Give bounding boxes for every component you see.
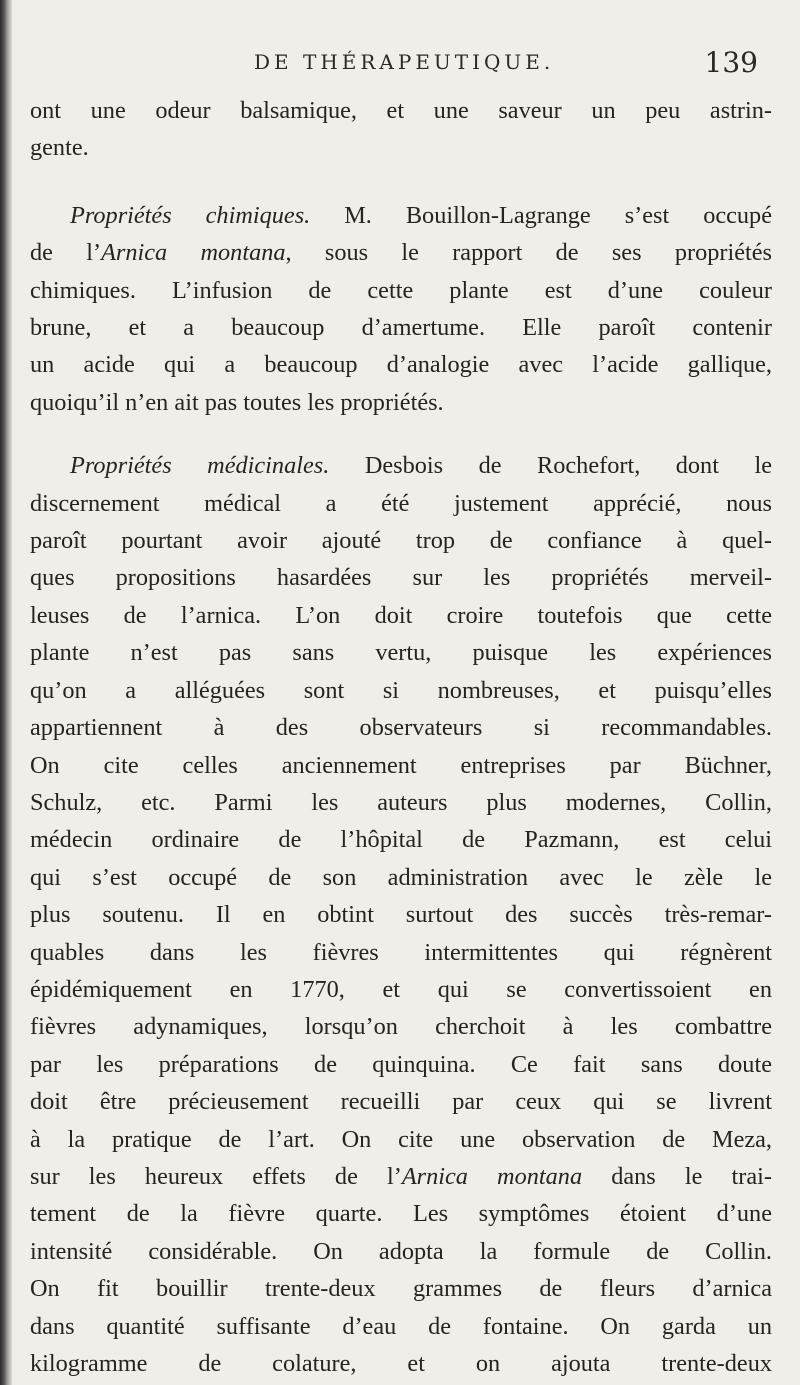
section-heading-medicinal: Propriétés médicinales. bbox=[70, 452, 330, 480]
paragraph-chemical-properties bbox=[30, 197, 772, 421]
text-line: fièvres adynamiques, lorsqu’on cherchoit à les combattre bbox=[30, 1013, 772, 1041]
page-number: 139 bbox=[704, 46, 758, 79]
page-gutter-shadow bbox=[0, 0, 12, 1385]
text-line: chimiques. L’infusion de cette plante est d’une couleur bbox=[30, 276, 772, 304]
text-line: intensité considérable. On adopta la formule de Collin. bbox=[30, 1237, 772, 1265]
text-line: doit être précieusement recueilli par ceux qui se livrent bbox=[30, 1088, 772, 1116]
text-line: dans quantité suffisante d’eau de fontaine. On garda un bbox=[30, 1312, 772, 1340]
section-heading-chemical: Propriétés chimiques. bbox=[70, 201, 311, 229]
text-line: quoiqu’il n’en ait pas toutes les propriétés. bbox=[30, 388, 444, 416]
text-line: sur les heureux effets de l’Arnica montana dans le trai- bbox=[30, 1162, 772, 1190]
text-line: gente. bbox=[30, 134, 89, 162]
text-line: paroît pourtant avoir ajouté trop de confiance à quel- bbox=[30, 527, 772, 555]
paragraph-intro bbox=[30, 92, 772, 167]
text-line: Propriétés médicinales. Desbois de Rochefort, dont le bbox=[70, 452, 772, 480]
text-line: Propriétés chimiques. M. Bouillon-Lagrange s’est occupé bbox=[70, 201, 772, 229]
text-line: On fit bouillir trente-deux grammes de fleurs d’arnica bbox=[30, 1275, 772, 1303]
text-line: qui s’est occupé de son administration avec le zèle le bbox=[30, 863, 772, 891]
text-line: kilogramme de colature, et on ajouta trente-deux bbox=[30, 1350, 772, 1377]
species-name: Arnica montana bbox=[101, 239, 286, 267]
paragraph-gap bbox=[30, 421, 772, 447]
text-line: médecin ordinaire de l’hôpital de Pazmann, est celui bbox=[30, 826, 772, 854]
running-head-title: DE THÉRAPEUTIQUE. bbox=[254, 50, 555, 74]
text-line: leuses de l’arnica. L’on doit croire toutefois que cette bbox=[30, 601, 772, 629]
text-line: ont une odeur balsamique, et une saveur un peu astrin- bbox=[30, 97, 772, 124]
text-line: à la pratique de l’art. On cite une observation de Meza, bbox=[30, 1125, 772, 1153]
text-line: tement de la fièvre quarte. Les symptômes étoient d’une bbox=[30, 1200, 772, 1228]
text-line: de l’Arnica montana, sous le rapport de ses propriétés bbox=[30, 239, 772, 267]
text-line: épidémiquement en 1770, et qui se convertissoient en bbox=[30, 975, 772, 1003]
text-line: brune, et a beaucoup d’amertume. Elle paroît contenir bbox=[30, 314, 772, 342]
paragraph-gap bbox=[30, 167, 772, 197]
species-name: Arnica montana bbox=[401, 1162, 583, 1190]
text-line: un acide qui a beaucoup d’analogie avec l’acide gallique, bbox=[30, 351, 772, 379]
text-line: appartiennent à des observateurs si recommandables. bbox=[30, 714, 772, 742]
text-line: discernement médical a été justement apprécié, nous bbox=[30, 489, 772, 517]
text-line: qu’on a alléguées sont si nombreuses, et puisqu’elles bbox=[30, 676, 772, 704]
text-line: quables dans les fièvres intermittentes qui régnèrent bbox=[30, 938, 772, 966]
paragraph-medicinal-properties bbox=[30, 447, 772, 1382]
text-line: plus soutenu. Il en obtint surtout des succès très-remar- bbox=[30, 901, 772, 929]
text-line: Schulz, etc. Parmi les auteurs plus modernes, Collin, bbox=[30, 788, 772, 816]
text-line: ques propositions hasardées sur les propriétés merveil- bbox=[30, 564, 772, 592]
text-line: On cite celles anciennement entreprises par Büchner, bbox=[30, 751, 772, 779]
running-head bbox=[0, 46, 800, 90]
text-line: par les préparations de quinquina. Ce fait sans doute bbox=[30, 1050, 772, 1078]
body-text bbox=[30, 92, 772, 1382]
text-line: plante n’est pas sans vertu, puisque les expériences bbox=[30, 639, 772, 667]
